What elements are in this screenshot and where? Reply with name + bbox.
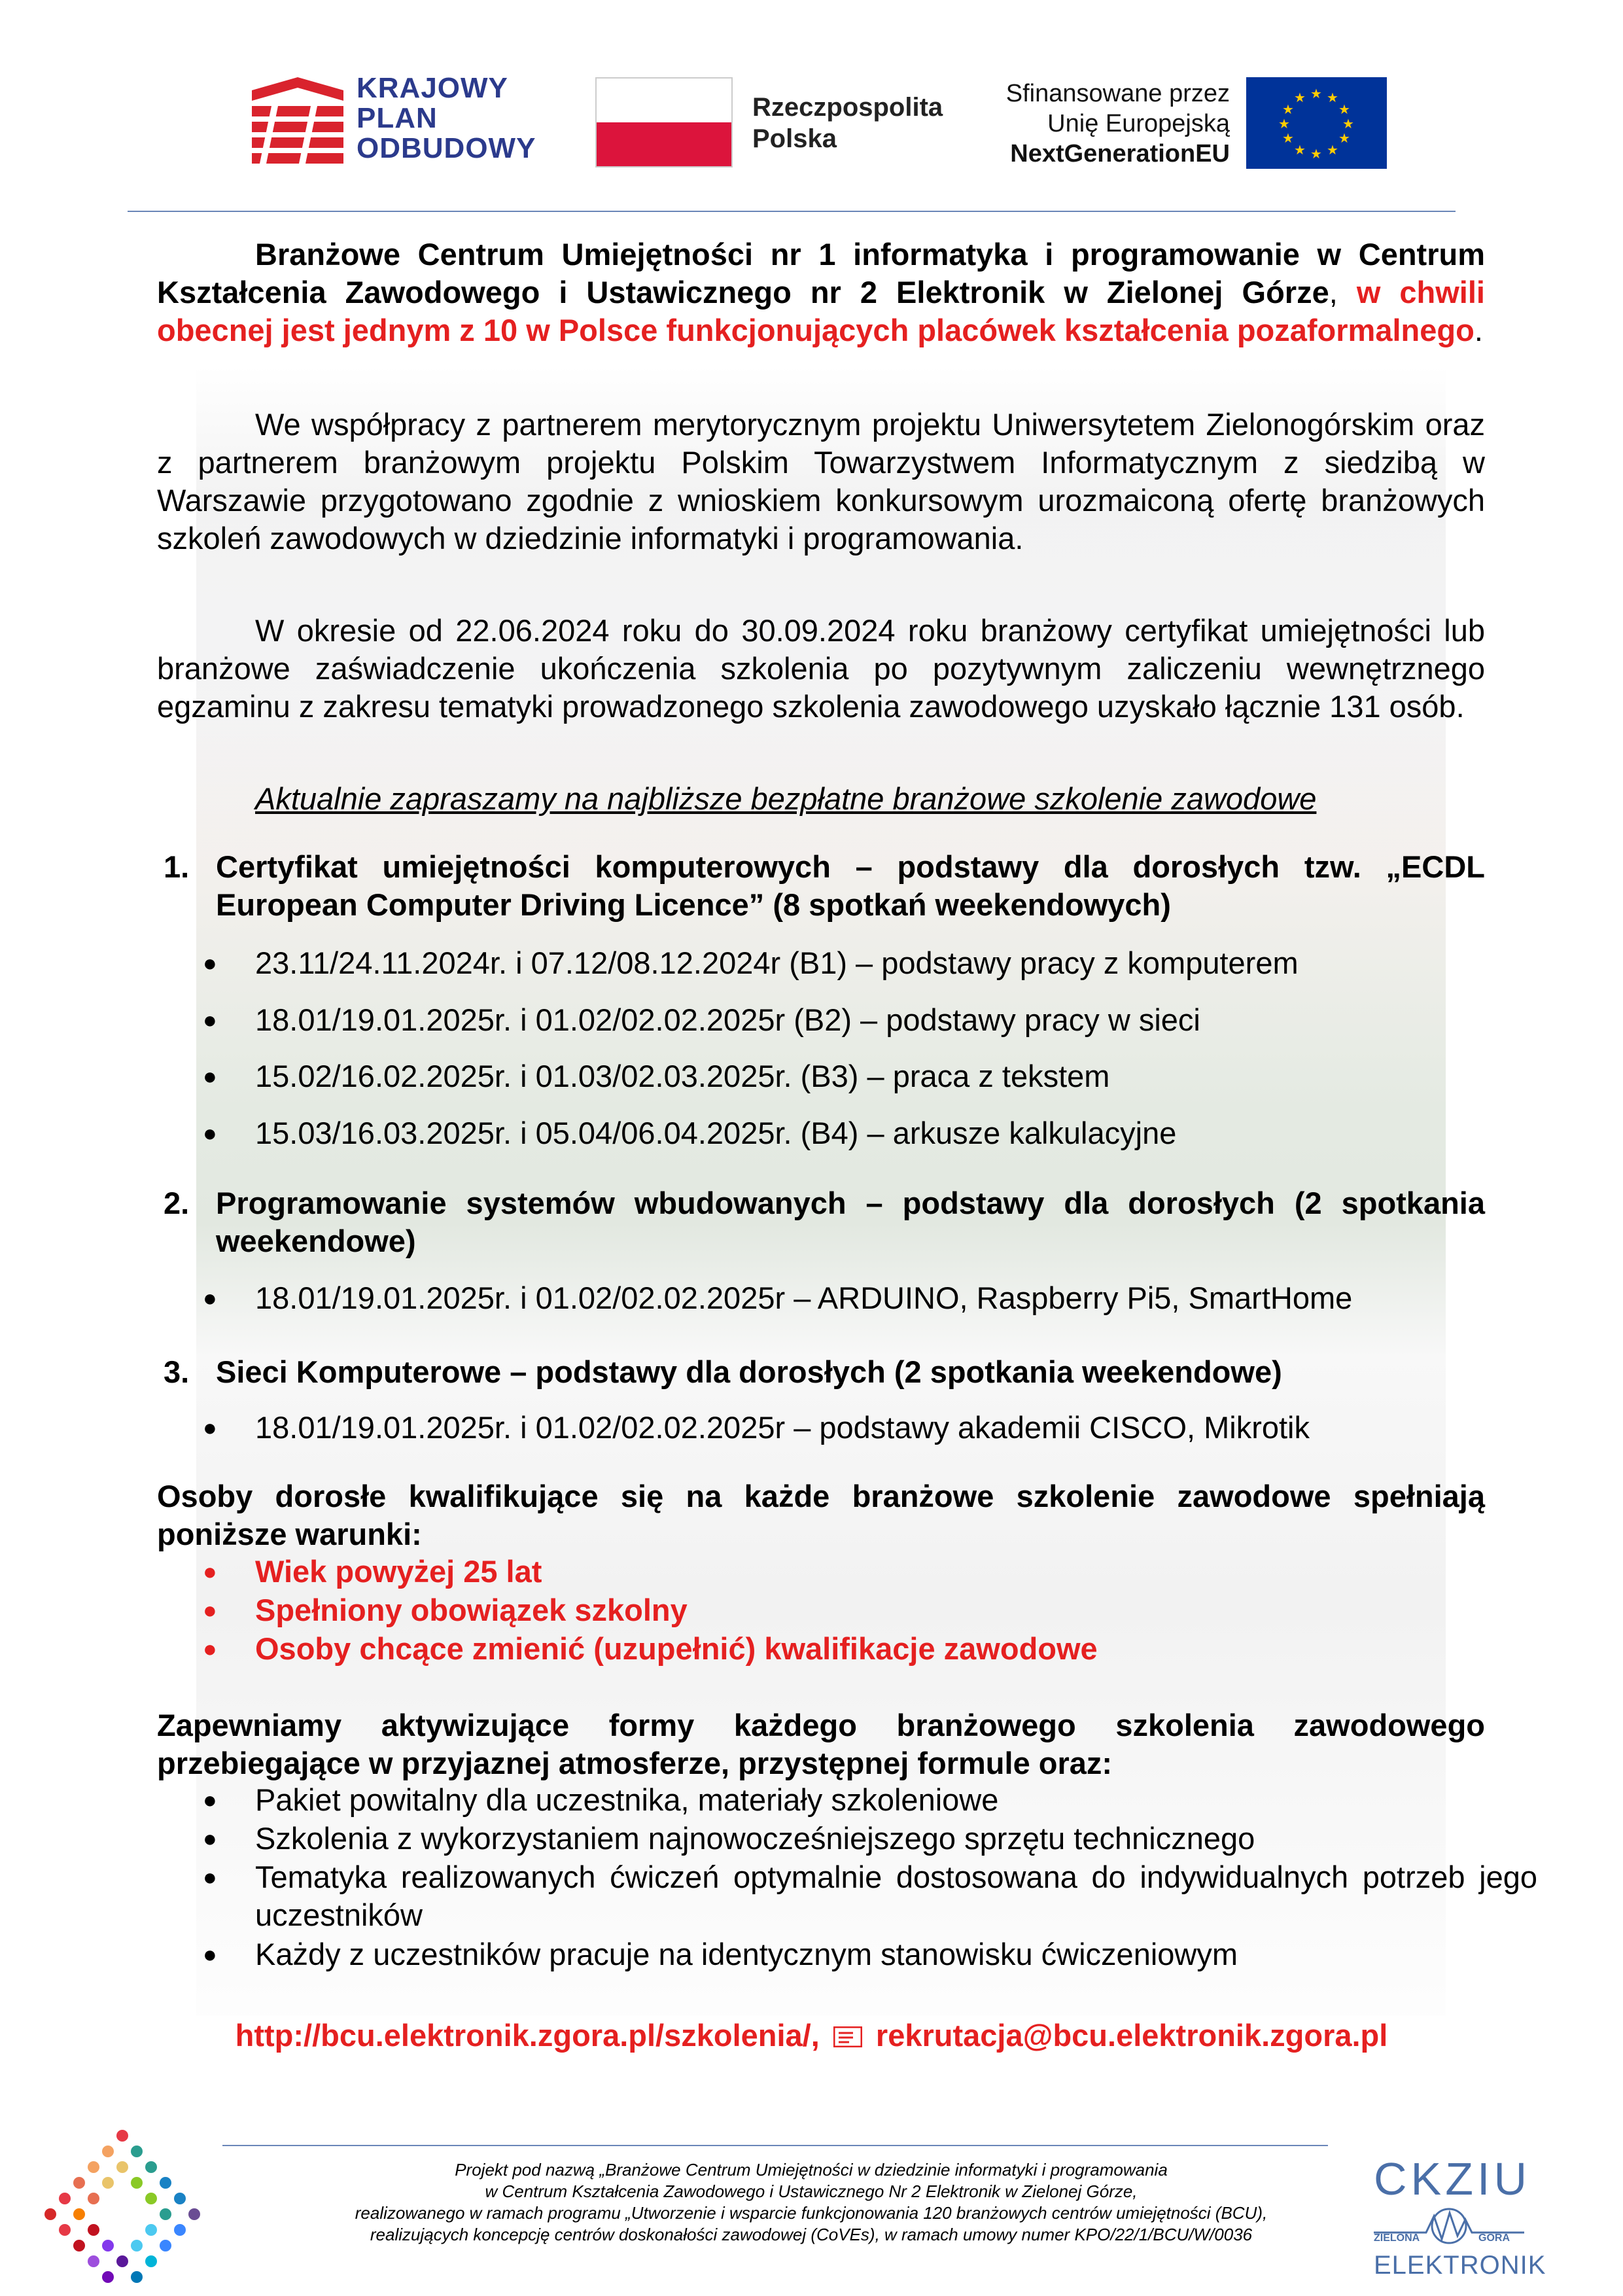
offer-item-1: ● Pakiet powitalny dla uczestnika, materiały szkoleniowe [203,1782,999,1817]
condition-1: ● Wiek powyżej 25 lat [203,1554,542,1589]
svg-text:★: ★ [1310,86,1322,101]
svg-text:★: ★ [1294,90,1306,105]
svg-text:★: ★ [1327,142,1338,158]
training-url-link[interactable]: http://bcu.elektronik.zgora.pl/szkolenia/, [235,2018,820,2053]
kpo-logo-icon [252,77,343,169]
condition-3: ● Osoby chcące zmienić (uzupełnić) kwalifikacje zawodowe [203,1631,1098,1666]
eu-funding-text: Sfinansowane przez Unię Europejską NextGenerationEU [1005,80,1230,168]
svg-text:★: ★ [1278,116,1290,132]
course-1-date-1: ● 23.11/24.11.2024r. i 07.12/08.12.2024r (B1) – podstawy pracy z komputerem [203,945,1299,980]
rzeczpospolita-logo-text: Rzeczpospolita Polska [752,93,943,153]
svg-text:★: ★ [1310,146,1322,162]
offer-heading: Zapewniamy aktywizujące formy każdego branżowego szkolenia zawodowego przebiegające w przyjaznej atmosferze, przystępnej formule oraz: [157,1708,1485,1780]
svg-text:★: ★ [1342,116,1354,132]
course-1-date-2: ● 18.01/19.01.2025r. i 01.02/02.02.2025r (B2) – podstawy pracy w sieci [203,1002,1200,1037]
polish-flag-icon [595,77,733,168]
footer-project-text: Projekt pod nazwą „Branżowe Centrum Umiejętności w dziedzinie informatyki i programowania w Centrum Kształcenia Zawodowego i Ustawicznego Nr 2 Elektronik w Zielonej Górze, realizowanego w ramach programu „Utworzenie i wsparcie funkcjonowania 120 branżowych centrów umiejętności (BCU), realizujących koncepcję centrów doskonałości zawodowej (CoVEs), w ramach umowy numer KPO/22/1/BCU/W/0036 [355,2160,1268,2244]
eu-flag-icon [1246,77,1387,169]
intro-paragraph-1: Branżowe Centrum Umiejętności nr 1 informatyka i programowanie w Centrum Kształcenia Zawodowego i Ustawicznego nr 2 Elektronik w Zielonej Górze, w chwili obecnej jest jednym z 10 w Polsce funkcjonujących placówek kształcenia pozaformalnego. [157,237,1485,347]
course-3-title: 3. Sieci Komputerowe – podstawy dla dorosłych (2 spotkania weekendowe) [164,1354,1282,1389]
svg-text:★: ★ [1327,90,1338,105]
recruitment-email-link[interactable]: rekrutacja@bcu.elektronik.zgora.pl [875,2018,1388,2053]
course-2-title: 2. Programowanie systemów wbudowanych – podstawy dla dorosłych (2 spotkania weekendowe) [164,1186,1485,1258]
svg-text:★: ★ [1294,142,1306,158]
offer-item-3: ● Tematyka realizowanych ćwiczeń optymalnie dostosowana do indywidualnych potrzeb jego uczestników [203,1860,1537,1932]
intro-paragraph-2: We współpracy z partnerem merytorycznym projektu Uniwersytetem Zielonogórskim oraz z partnerem branżowym projektu Polskim Towarzystwem Informatycznym z siedzibą w Warszawie przygotowano zgodnie z wnioskiem konkursowym urozmaiconą ofertę branżowych szkoleń zawodowych w dziedzinie informatyki i programowania. [157,407,1485,556]
condition-2: ● Spełniony obowiązek szkolny [203,1593,688,1627]
course-3-date-1: ● 18.01/19.01.2025r. i 01.02/02.02.2025r – podstawy akademii CISCO, Mikrotik [203,1410,1310,1445]
course-1-date-4: ● 15.03/16.03.2025r. i 05.04/06.04.2025r. (B4) – arkusze kalkulacyjne [203,1116,1177,1150]
course-2-date-1: ● 18.01/19.01.2025r. i 01.02/02.02.2025r – ARDUINO, Raspberry Pi5, SmartHome [203,1280,1353,1315]
ckziu-elektronik-logo: CKZIU ZIELONA GÓRA ELEKTRONIK [1374,2153,1546,2280]
svg-text:★: ★ [1338,130,1350,146]
intro-paragraph-3: W okresie od 22.06.2024 roku do 30.09.2024 roku branżowy certyfikat umiejętności lub branżowe zaświadczenie ukończenia szkolenia po pozytywnym zaliczeniu wewnętrznego egzaminu z zakresu tematyki prowadzonego szkolenia zawodowego uzyskało łącznie 131 osób. [157,613,1485,724]
course-1-date-3: ● 15.02/16.02.2025r. i 01.03/02.03.2025r. (B3) – praca z tekstem [203,1059,1110,1093]
kpo-logo-text: KRAJOWY PLAN ODBUDOWY [357,72,536,164]
svg-text:★: ★ [1282,101,1294,117]
offer-item-4: ● Każdy z uczestników pracuje na identycznym stanowisku ćwiczeniowym [203,1937,1238,1971]
svg-text:★: ★ [1338,101,1350,117]
svg-text:★: ★ [1282,130,1294,146]
conditions-heading: Osoby dorosłe kwalifikujące się na każde branżowe szkolenie zawodowe spełniają poniższe warunki: [157,1479,1485,1551]
footer-divider [222,2145,1328,2146]
contact-line [0,2017,1623,2053]
invitation-line: Aktualnie zapraszamy na najbliższe bezpłatne branżowe szkolenie zawodowe [255,781,1317,816]
bcu-dots-logo-icon [43,2127,203,2287]
offer-item-2: ● Szkolenia z wykorzystaniem najnowocześniejszego sprzętu technicznego [203,1821,1255,1856]
course-1-title: 1. Certyfikat umiejętności komputerowych – podstawy dla dorosłych tzw. „ECDL European Computer Driving Licence” (8 spotkań weekendowych) [164,849,1485,922]
header-divider [128,211,1456,212]
envelope-icon [833,2026,862,2047]
